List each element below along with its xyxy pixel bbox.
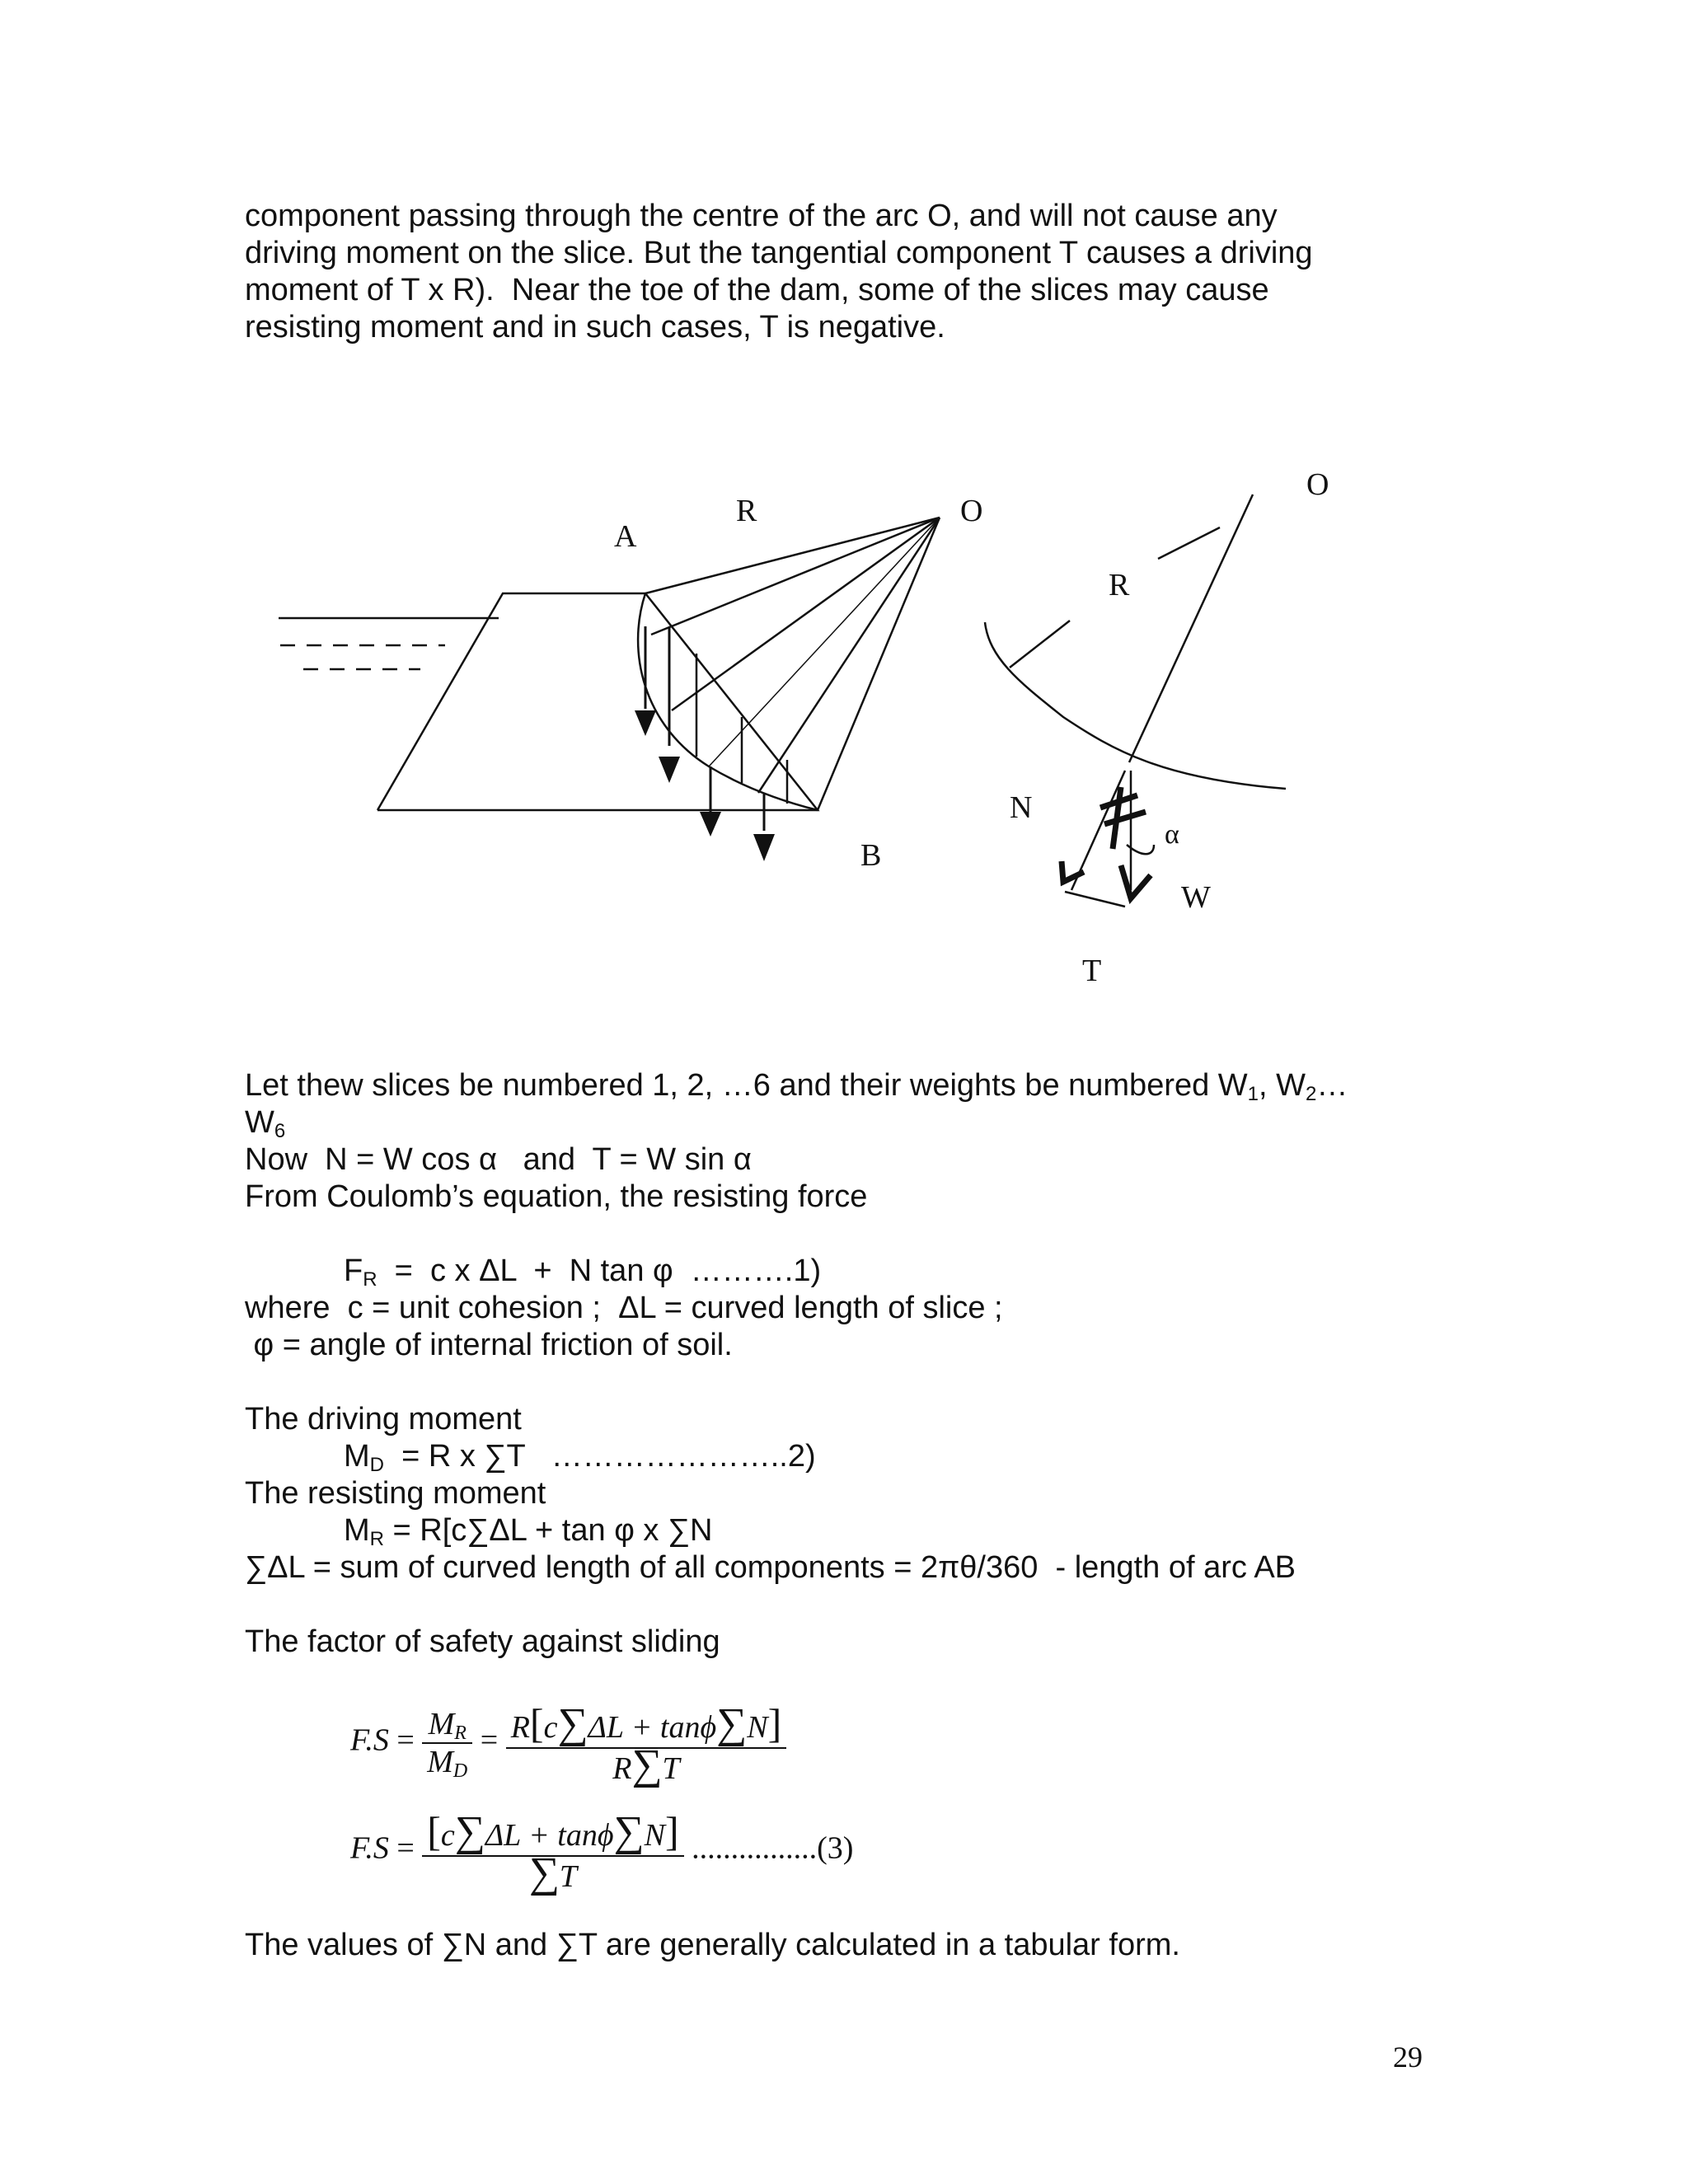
fs-main-fraction: $\frac{R[c\sum\Delta L + \tan\phi\sum N]}{R\sum T}$ (506, 1699, 787, 1787)
arrowhead-1 (635, 710, 656, 736)
equation-number: ................(3) (692, 1830, 854, 1866)
tangential-force-line (1065, 892, 1125, 907)
intro-line-1: component passing through the centre of the arc O, and will not cause any (245, 199, 1278, 233)
main-text (245, 1067, 1348, 1661)
intro-line-3: moment of T x R). Near the toe of the dam, some of the slices may cause (245, 273, 1269, 307)
label-alpha: α (1165, 819, 1179, 850)
intro-line-2: driving moment on the slice. But the tangential component T causes a driving (245, 236, 1313, 270)
right-r-bottom-segment (1010, 621, 1070, 668)
fs-equation-2: F.S = $\frac{[c\sum\Delta L + \tan\phi\sum N]}{\sum T}$ ................(3) (350, 1808, 854, 1896)
sum-line: ∑ΔL = sum of curved length of all components = 2πθ/360 - length of arc AB (245, 1550, 1296, 1585)
resisting-heading: The resisting moment (245, 1476, 546, 1511)
radius-line-1 (645, 518, 940, 593)
slice-hatch-2 (1104, 812, 1146, 824)
now-line: Now N = W cos α and T = W sin α (245, 1142, 752, 1177)
arrowhead-4 (753, 834, 775, 861)
closing-line: The values of ∑N and ∑T are generally calculated in a tabular form. (245, 1928, 1180, 1962)
slip-circle-figure (0, 0, 1688, 1030)
radius-line-5 (758, 518, 940, 793)
right-r-top-segment (1158, 527, 1220, 559)
label-O-left: O (960, 494, 983, 528)
md-equation: $M_D = R$ x ∑T …………………..2) (344, 1439, 816, 1476)
weight-arrowhead (1121, 865, 1151, 898)
label-A: A (614, 519, 637, 554)
page-number: 29 (1393, 2041, 1423, 2074)
label-O-right: O (1306, 467, 1329, 502)
mr-equation: $M_R = R[c\sum\Delta L + \tan \varphi$ x ∑N (344, 1513, 713, 1550)
label-T: T (1082, 954, 1102, 988)
fs-equation-1: F.S = $\frac{M_R}{M_D}$ = $\frac{R[c\sum\Delta L + \tan\phi\sum N]}{R\sum T}$ (350, 1699, 786, 1787)
label-R-right: R (1109, 568, 1130, 602)
where-line: where c = unit cohesion ; ΔL = curved length of slice ; (245, 1291, 1003, 1325)
radius-line-2 (651, 518, 940, 635)
intro-line-4: resisting moment and in such cases, T is negative. (245, 310, 945, 344)
label-N: N (1010, 790, 1033, 825)
slices-line: Let thew slices be numbered 1, 2, …6 and their weights be numbered $W_1$, $W_2\dots$ (245, 1068, 1348, 1105)
arrowhead-3 (700, 812, 721, 837)
normal-arrowhead (1062, 861, 1084, 882)
radius-line-4 (709, 518, 940, 766)
right-radius-line (1129, 494, 1253, 762)
right-slip-arc (985, 622, 1286, 789)
driving-heading: The driving moment (245, 1402, 522, 1436)
fos-heading: The factor of safety against sliding (245, 1624, 720, 1659)
label-W: W (1181, 880, 1211, 915)
label-R-left: R (736, 494, 757, 528)
mr-md-fraction: $\frac{M_R}{M_D}$ (422, 1706, 472, 1780)
arrowhead-2 (659, 757, 680, 783)
coulomb-line: From Coulomb’s equation, the resisting force (245, 1179, 868, 1214)
w6-line: $W_6$ (245, 1105, 286, 1142)
dam-outline (377, 593, 818, 810)
fr-equation: $F_R = c$ x ΔL + N tan φ ……….1) (344, 1254, 822, 1291)
phi-line: φ = angle of internal friction of soil. (245, 1328, 733, 1362)
label-B: B (860, 838, 882, 873)
fs-reduced-fraction: $\frac{[c\sum\Delta L + \tan\phi\sum N]}{\sum T}$ (422, 1807, 683, 1895)
